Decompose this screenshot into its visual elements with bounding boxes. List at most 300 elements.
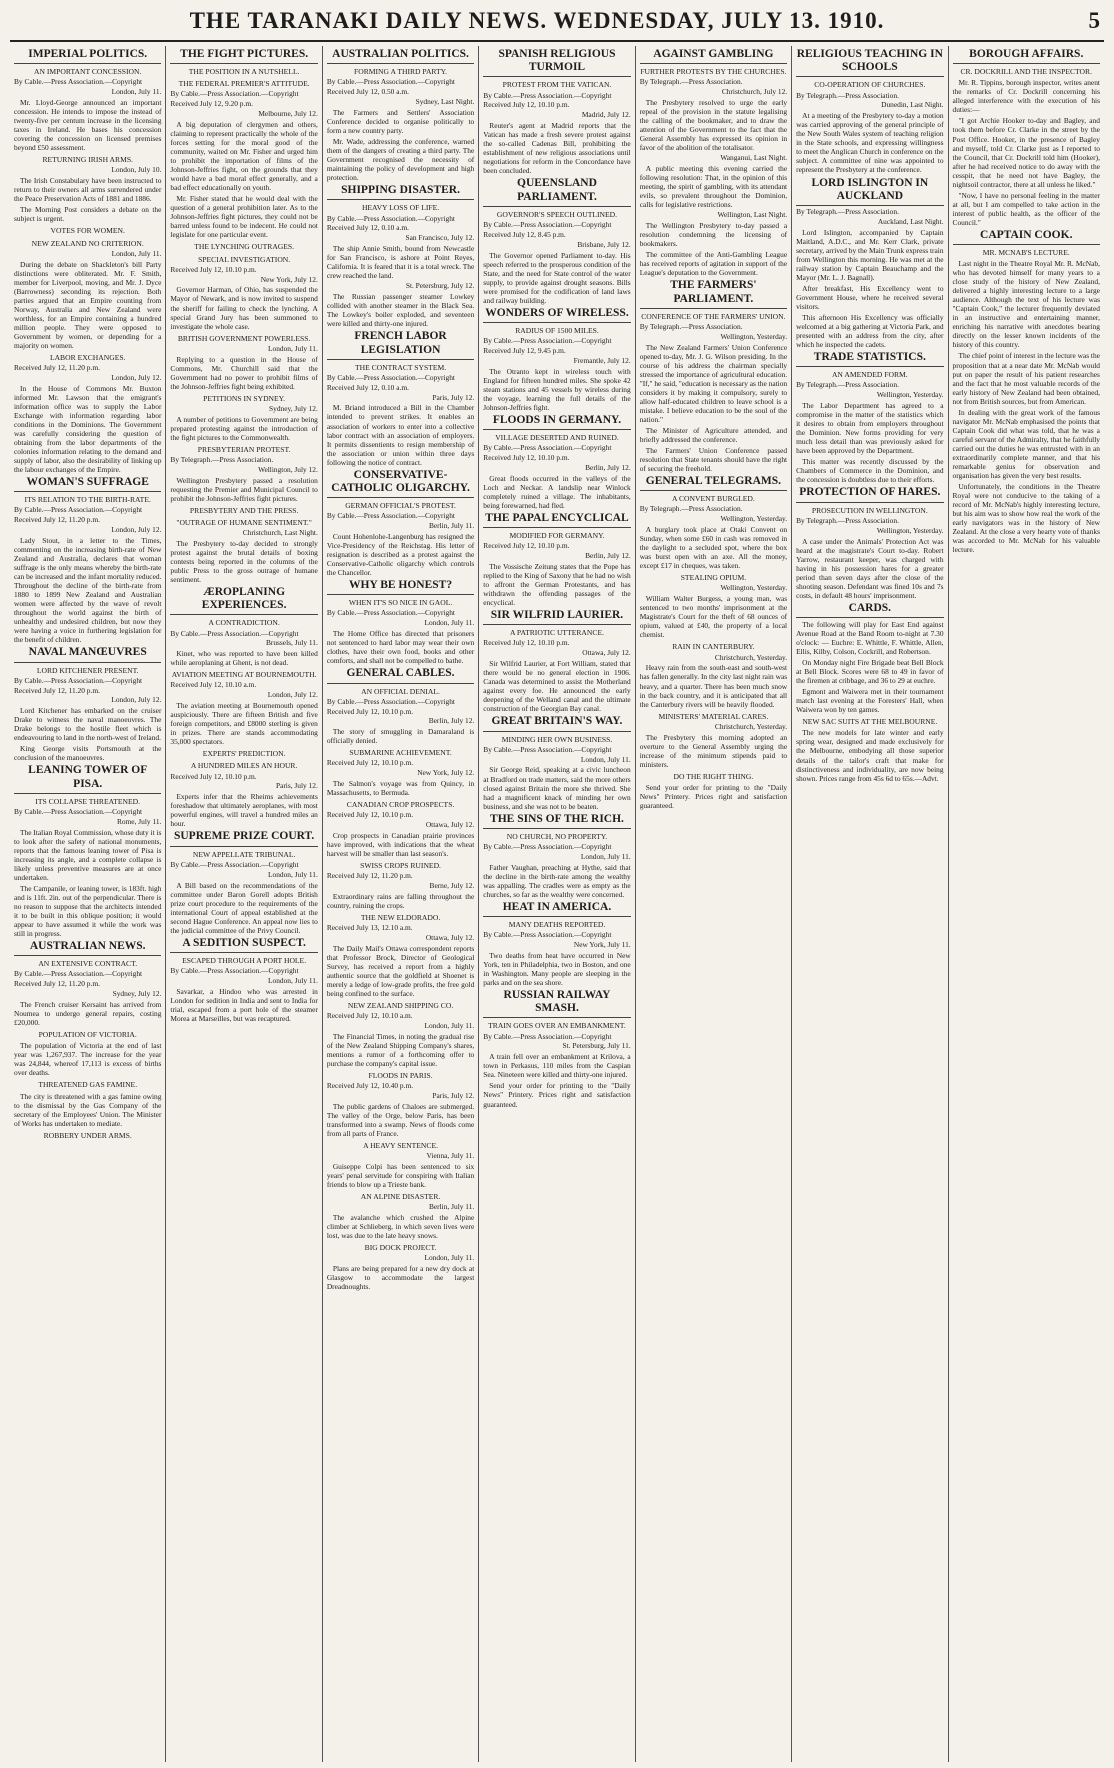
- article-dateline: Christchurch, Last Night.: [242, 527, 318, 537]
- article-paragraph: The public gardens of Chaloes are submerged. The valley of the Orge, below Paris, has been transformed into a swamp. News of floods come from all parts of France.: [326, 1102, 475, 1139]
- article-paragraph: The Irish Constabulary have been instructed to return to their owners all arms surrendered under the Peace Preservation Acts of 1881 and 1886.: [14, 176, 162, 204]
- article: [14, 764, 161, 938]
- article-paragraph: The chief point of interest in the lecture was the proposition that at a near date Mr. McNab would put on paper the result of his patient researches and the fact that he most valuable records of the early history of New Zealand had been obtained, not from British sources, but from American.: [952, 351, 1100, 406]
- article-paragraph: Mr. Lloyd-George announced an important concession. He intends to impose the instead of twenty-five per centum increase in the licensing taxes in Ireland. He bases his concession covering the concession on licensed premises beyond £50 assessment.: [14, 98, 162, 153]
- article-dateline: By Cable.—Press Association.—Copyright: [14, 969, 143, 979]
- article-dateline: London, July 11.: [580, 851, 631, 861]
- article-subheading: NO CHURCH, NO PROPERTY.: [506, 831, 608, 841]
- article-subheading: FURTHER PROTESTS BY THE CHURCHES.: [640, 67, 787, 77]
- article-paragraph: Lord Kitchener has embarked on the cruiser Drake to witness the naval manoeuvres. The Drake belongs to the hostile fleet which is endeavouring to land in the north-west of Ireland.: [14, 706, 162, 743]
- article-paragraph: The Wellington Presbytery to-day passed a resolution condemning the licensing of bookmakers.: [639, 221, 788, 249]
- article-paragraph: At a meeting of the Presbytery to-day a motion was carried approving of the general principle of the New South Wales system of teaching religion in the State schools, and expressing willingness to meet the Anglican Church in conference on the subject. A committee of nine was appointed to represent the Presbytery at the conference.: [796, 111, 944, 175]
- article-subheading: PRESBYTERY AND THE PRESS.: [189, 505, 299, 515]
- article-subheading: PRESBYTERIAN PROTEST.: [197, 444, 291, 454]
- article-subheading: GERMAN OFFICIAL'S PROTEST.: [345, 501, 456, 511]
- article-dateline: Ottawa, July 12.: [425, 933, 475, 943]
- article: [796, 351, 943, 484]
- article: [796, 177, 943, 350]
- article-headline: THE FARMERS' PARLIAMENT.: [640, 279, 787, 308]
- article-dateline: Received July 12, 11.20 p.m.: [14, 515, 100, 525]
- article-dateline: London, July 12.: [111, 372, 162, 382]
- article-subheading: THE FEDERAL PREMIER'S ATTITUDE.: [178, 79, 310, 89]
- article-paragraph: Governor Harman, of Ohio, has suspended the Mayor of Newark, and is now invited to suspend the sheriff for failing to check the lynching. A special Grand Jury has been summoned to investigate the whole case.: [170, 285, 318, 331]
- article-subheading: NEW APPELLATE TRIBUNAL.: [192, 849, 296, 859]
- article-subheading: MR. MCNAB'S LECTURE.: [982, 248, 1070, 258]
- article: [170, 48, 317, 584]
- article-paragraph: The Campanile, or leaning tower, is 183ft. high and is 11ft. 2in. out of the perpendicular. There is no reason to suppose that the architects intended it to be built in this oblique position; it would appear to have assumed it while the work was still in progress.: [14, 883, 162, 939]
- article-dateline: Wellington, Last Night.: [717, 210, 788, 220]
- article-paragraph: Lady Stout, in a letter to the Times, commenting on the increasing birth-rate of New Zealand and Australia, declares that woman suffrage is the only means whereby the birth-rate can be increased and the infant mortality reduced. Throughout the decline of the birth-rate from 1880 to 1899 New Zealand and Australian women were affected by the wave of revolt throughout the world against the birth of unhealthy and undesired children, but now they were having a voice in furthering legislation for the benefit of children.: [14, 535, 162, 645]
- article-subheading: LABOR EXCHANGES.: [49, 352, 126, 362]
- article-headline: PROTECTION OF HARES.: [796, 486, 943, 502]
- article: [327, 579, 474, 665]
- article-paragraph: This afternoon His Excellency was officially welcomed at a big gathering at Victoria Park, and presented with an address from the city, after which he inspected the cadets.: [796, 312, 944, 350]
- article-dateline: By Telegraph.—Press Association.: [170, 454, 274, 464]
- article-dateline: Berlin, July 12.: [428, 716, 475, 726]
- article-dateline: By Telegraph.—Press Association.: [796, 206, 899, 216]
- article-paragraph: Mr. R. Tippins, borough inspector, writes anent the remarks of Cr. Dockrill concerning his alleged interference with the execution of his duties:—: [952, 78, 1100, 115]
- article-dateline: Berlin, July 11.: [428, 521, 475, 531]
- article-headline: THE FIGHT PICTURES.: [170, 48, 317, 64]
- article-dateline: By Cable.—Press Association.—Copyright: [483, 930, 612, 940]
- article-paragraph: The Farmers' Union Conference passed resolution that State tenants should have the right of securing the freehold.: [639, 446, 788, 474]
- article-dateline: Brisbane, July 12.: [577, 239, 631, 249]
- article-subheading: HEAVY LOSS OF LIFE.: [361, 203, 440, 213]
- article-subheading: A CONTRADICTION.: [208, 618, 280, 628]
- article-subheading: CANADIAN CROP PROSPECTS.: [346, 800, 455, 810]
- article-subheading: MODIFIED FOR GERMANY.: [509, 531, 605, 541]
- article-dateline: Wellington, Yesterday.: [876, 390, 944, 400]
- article-dateline: By Cable.—Press Association.—Copyright: [326, 511, 455, 521]
- article-paragraph: Guiseppe Colpi has been sentenced to six years' penal servitude for conspiring with Italian friends to blow up a Trieste bank.: [326, 1162, 475, 1190]
- article-paragraph: The French cruiser Kersaint has arrived from Noumea to undergo general repairs, costing £20,000.: [14, 1000, 162, 1028]
- article-subheading: EXPERTS' PREDICTION.: [202, 749, 286, 759]
- article-dateline: London, July 11.: [580, 754, 631, 764]
- article-dateline: Christchurch, Yesterday.: [714, 652, 788, 662]
- article-dateline: Paris, July 12.: [432, 1091, 475, 1101]
- article: [170, 830, 317, 934]
- article-dateline: By Cable.—Press Association.—Copyright: [14, 77, 143, 87]
- article-headline: RUSSIAN RAILWAY SMASH.: [483, 989, 630, 1018]
- article-paragraph: The story of smuggling in Damaraland is officially denied.: [326, 727, 475, 746]
- article-headline: SPANISH RELIGIOUS TURMOIL: [483, 48, 630, 77]
- page-number: 5: [1088, 8, 1100, 33]
- article-paragraph: The committee of the Anti-Gambling League has received reports of agitation in support of the League's deputation to the Government.: [639, 250, 788, 278]
- article-subheading: MINISTERS' MATERIAL CARES.: [658, 711, 769, 721]
- article-subheading: THE NEW ELDORADO.: [360, 913, 441, 923]
- article-dateline: Received July 12, 10.10 a.m.: [170, 680, 257, 690]
- article-headline: BOROUGH AFFAIRS.: [953, 48, 1100, 64]
- article-paragraph: M. Briand introduced a Bill in the Chamber intended to prevent strikes. It enables an association of workers to enter into a collective labor contract with an association of employers. It permits dissentients to resign membership of the association or union within three days following the notice of contract.: [326, 403, 475, 467]
- article-dateline: By Telegraph.—Press Association.: [796, 90, 899, 100]
- article-paragraph: A big deputation of clergymen and others, claiming to represent practically the whole of the forces setting for the moral good of the community, waited on Mr. Fisher and urged him to prohibit the importation of films of the Johnson-Jeffries fight, on the grounds that they would have a bad moral effect generally, and a bad effect educationally on youth.: [170, 120, 318, 193]
- article-subheading: AN IMPORTANT CONCESSION.: [33, 67, 142, 77]
- article-headline: CARDS.: [796, 602, 943, 618]
- article-subheading: CR. DOCKRILL AND THE INSPECTOR.: [960, 67, 1092, 77]
- article-paragraph: This matter was recently discussed by the Chambers of Commerce in the Dominion, and the concession is doubtless due to their efforts.: [796, 457, 944, 485]
- article: [640, 279, 787, 473]
- article-subheading: ITS RELATION TO THE BIRTH-RATE.: [24, 495, 151, 505]
- article-subheading: THREATENED GAS FAMINE.: [38, 1080, 138, 1090]
- article-subheading: VILLAGE DESERTED AND RUINED.: [495, 433, 619, 443]
- article-paragraph: The new models for late winter and early spring wear, designed and made exclusively for the Melbourne, embodying all those superior details of the tailor's craft that make for distinctiveness and individuality, are now being shown. Prices range from 45s 6d to 65s.—Advt.: [796, 728, 944, 783]
- article-subheading: WHEN IT'S SO NICE IN GAOL.: [348, 598, 453, 608]
- article-paragraph: "Now, I have no personal feeling in the matter at all, but I am compelled to take action in the interest of public health, as the officer of the Council.": [952, 190, 1100, 227]
- article-dateline: New York, July 12.: [260, 274, 318, 284]
- article-paragraph: The following will play for East End against Avenue Road at the Band Room to-night at 7.30 o'clock: — Euchre: E. Whittle, F. Whittle, Allen, Ellis, Kilby, Colson, Cockrill, and Robertson.: [796, 619, 944, 657]
- article-headline: GENERAL CABLES.: [327, 667, 474, 683]
- article-dateline: Received July 12, 0.10 a.m.: [326, 223, 409, 233]
- article-subheading: NEW ZEALAND NO CRITERION.: [31, 238, 144, 248]
- article-paragraph: During the debate on Shackleton's bill Party distinctions were obliterated. Mr. F. Smith, member for Liverpool, moving, and Mr. J. Dyce (Barrowness) seconding its rejection. Both parties argued that an Empire counting from Norway, Australia and New Zealand were worthless, for an Empire containing a hundred million people. They were opposed to Government by women, or depending for a majority on women.: [14, 259, 162, 350]
- article-paragraph: The Presbytery this morning adopted an overture to the General Assembly urging the increase of the minimum stipends paid to ministers.: [639, 732, 788, 769]
- article-dateline: By Cable.—Press Association.—Copyright: [483, 336, 612, 346]
- article-paragraph: The Governor opened Parliament to-day. His speech referred to the prosperous condition of the State, and the need for State control of the water supply, to provide against drought seasons. Bills were promised for the codification of land laws and railway building.: [483, 250, 631, 305]
- article-paragraph: A train fell over an embankment at Krilova, a town in Perkasus, 110 miles from the Caspian Sea. Nineteen were killed and thirty-one injured.: [483, 1052, 631, 1080]
- article-dateline: By Cable.—Press Association.—Copyright: [483, 443, 612, 453]
- article-subheading: RADIUS OF 1500 MILES.: [515, 325, 599, 335]
- article-paragraph: The Home Office has directed that prisoners not sentenced to hard labor may wear their own clothes, have their own food, books and other comforts, and shall not be compelled to bathe.: [326, 629, 475, 666]
- article-headline: CAPTAIN COOK.: [953, 229, 1100, 245]
- article-subheading: FLOODS IN PARIS.: [368, 1071, 433, 1081]
- article: [483, 989, 630, 1108]
- article-dateline: By Cable.—Press Association.—Copyright: [326, 696, 455, 706]
- article-paragraph: Kinet, who was reported to have been killed while aeroplaning at Ghent, is not dead.: [170, 649, 318, 668]
- article-subheading: AN OFFICIAL DENIAL.: [361, 686, 440, 696]
- article-dateline: London, July 11.: [268, 343, 318, 353]
- article: [640, 475, 787, 810]
- article-paragraph: The Otranto kept in wireless touch with England for fifteen hundred miles. She spoke 42 steam stations and 45 vessels by wireless during the voyage, learning the full details of the Johnson-Jeffries fight.: [483, 366, 631, 412]
- article-paragraph: The city is threatened with a gas famine owing to the dismissal by the Gas Company of the secretary of the Employees' Union. The Minister of Works has undertaken to mediate.: [14, 1091, 162, 1128]
- article-dateline: San Francisco, July 12.: [405, 233, 475, 243]
- article-headline: CONSERVATIVE-CATHOLIC OLIGARCHY.: [327, 469, 474, 498]
- article-dateline: By Cable.—Press Association.—Copyright: [483, 219, 612, 229]
- article-dateline: Berlin, July 12.: [585, 551, 631, 561]
- article-dateline: Christchurch, Yesterday.: [714, 721, 788, 731]
- article-dateline: Received July 12, 11.20 p.m.: [326, 871, 413, 881]
- article-subheading: THE LYNCHING OUTRAGES.: [194, 242, 295, 252]
- article-dateline: By Cable.—Press Association.—Copyright: [170, 628, 299, 638]
- article-paragraph: Replying to a question in the House of Commons, Mr. Churchill said that the Government had no power to prohibit films of the Johnson-Jeffries fight being exhibited.: [170, 354, 318, 391]
- article-headline: WONDERS OF WIRELESS.: [483, 307, 630, 323]
- article-headline: FLOODS IN GERMANY.: [483, 414, 630, 430]
- article-subheading: MANY DEATHS REPORTED.: [508, 920, 606, 930]
- article-subheading: BRITISH GOVERNMENT POWERLESS.: [177, 333, 311, 343]
- article-paragraph: Savarkar, a Hindoo who was arrested in London for sedition in India and sent to India for trial, escaped from a port hole of the steamer Morea at Marseilles, but was recaptured.: [170, 986, 318, 1023]
- article-dateline: Melbourne, July 12.: [258, 109, 318, 119]
- article-subheading: NEW ZEALAND SHIPPING CO.: [347, 1001, 454, 1011]
- article-dateline: Christchurch, July 12.: [721, 87, 788, 97]
- article-headline: GREAT BRITAIN'S WAY.: [483, 715, 630, 731]
- article-dateline: Received July 12, 10.10 p.m.: [326, 810, 414, 820]
- article: [170, 586, 317, 828]
- article-headline: THE PAPAL ENCYCLICAL: [483, 512, 630, 528]
- article-paragraph: The Morning Post considers a debate on the subject is urgent.: [14, 205, 162, 224]
- article-dateline: Received July 13, 12.10 a.m.: [326, 923, 413, 933]
- article-subheading: AN EXTENSIVE CONTRACT.: [38, 959, 138, 969]
- article-dateline: Dunedin, Last Night.: [881, 100, 944, 110]
- article-dateline: Wellington, July 12.: [258, 464, 318, 474]
- article-paragraph: A Bill based on the recommendations of the committee under Baron Gorell adopts British prize court procedure to the requirements of the international Court of appeal established at the second Hague Conference. An appeal now lies to the judicial committee of the Privy Council.: [170, 880, 318, 935]
- article-dateline: Received July 12, 10.10 p.m.: [483, 541, 570, 551]
- article-dateline: By Cable.—Press Association.—Copyright: [326, 608, 455, 618]
- article-dateline: Berlin, July 11.: [428, 1202, 475, 1212]
- article-dateline: By Cable.—Press Association.—Copyright: [483, 1031, 612, 1041]
- article-dateline: London, July 11.: [424, 618, 475, 628]
- article-headline: AGAINST GAMBLING: [640, 48, 787, 64]
- article-dateline: Received July 12, 9.45 p.m.: [483, 345, 566, 355]
- article-paragraph: Great floods occurred in the valleys of the Loch and Neckar. A landslip near Winlock completely ruined a village. The inhabitants, being forewarned, had fled.: [483, 473, 631, 510]
- article-paragraph: Two deaths from heat have occurred in New York, ten in Philadelphia, two in Boston, and one in Washington. Many people are sleeping in the parks and on the sea shore.: [483, 950, 631, 988]
- article-dateline: Vienna, July 11.: [426, 1151, 475, 1161]
- article-dateline: Received July 12, 10.10 p.m.: [483, 638, 570, 648]
- article-subheading: NEW SAC SUITS AT THE MELBOURNE.: [802, 717, 938, 727]
- article-paragraph: "I got Archie Hooker to-day and Bagley, and took them before Cr. Clarke in the street by the Post Office. Hooker, in the presence of Bagley and myself, told Cr. Clarke just as I reported to the Council, that Cr. Dockrill told him (Hooker), after he had received notice to do away with the cesspit, that he need not have Bagley, the nightsoil contractor, there at all unless he liked.": [952, 116, 1100, 189]
- article-subheading: GOVERNOR'S SPEECH OUTLINED.: [496, 209, 618, 219]
- news-column: [949, 46, 1104, 1762]
- article: [483, 414, 630, 510]
- article-dateline: Received July 12, 11.20 p.m.: [14, 362, 100, 372]
- article-dateline: London, July 12.: [111, 525, 162, 535]
- article-paragraph: Sir Wilfrid Laurier, at Fort William, stated that there would be no general election in 1906. Canada was determined to assist the Motherland against every foe. He announced the early deepening of the Welland canal and the ultimate construction of the Georgian Bay canal.: [483, 659, 631, 714]
- article-subheading: CO-OPERATION OF CHURCHES.: [814, 80, 926, 90]
- article-headline: HEAT IN AMERICA.: [483, 901, 630, 917]
- article-dateline: New York, July 11.: [573, 940, 631, 950]
- article-dateline: Received July 12, 10.40 p.m.: [326, 1081, 414, 1091]
- article-paragraph: Heavy rain from the south-east and south-west has fallen generally. In the city last night rain was heavy, and a quarter. There has been much snow in the back country, and it is anticipated that all the Canterbury rivers will be heavily flooded.: [639, 663, 788, 709]
- article-paragraph: Sir George Reid, speaking at a civic luncheon at Bradford on trade matters, said the more others closed against Britain the more she thrived. She had a magnificent knack of minding her own business, and she was not to be beaten.: [483, 765, 631, 811]
- article: [483, 177, 630, 304]
- article-paragraph: Send your order for printing to the "Daily News" Printery. Prices right and satisfaction guaranteed.: [483, 1081, 631, 1109]
- article-paragraph: Count Hohenlohe-Langenburg has resigned the Vice-Presidency of the Reichstag. His letter of resignation is described as a protest against the Conservative-Catholic oligarchy which controls the Chancellor.: [326, 531, 475, 578]
- article-dateline: Received July 12, 11.20 p.m.: [14, 685, 100, 695]
- article-subheading: SUBMARINE ACHIEVEMENT.: [349, 748, 452, 758]
- article-paragraph: The aviation meeting at Bournemouth opened auspiciously. There are fifteen British and five foreign competitors, and £8000 sterling is given in prizes. There are stands accommodating 35,000 spectators.: [170, 701, 318, 747]
- article-paragraph: Plans are being prepared for a new dry dock at Glasgow to accommodate the largest Dreadnoughts.: [326, 1264, 475, 1292]
- article-paragraph: In dealing with the great work of the famous navigator Mr. McNab emphasised the points that Captain Cook did what was told, that he was a careful servant of the Admiralty, that he faithfully carried out the duties he was entrusted with in an extraordinarily complete manner, and that his remarkable genius for observation and organisation has given the very best results.: [952, 407, 1100, 480]
- article-paragraph: A public meeting this evening carried the following resolution: That, in the opinion of this meeting, the spirit of gambling, with its attendant evils, so prevalent throughout the Dominion, calls for legislative restrictions.: [639, 164, 788, 210]
- article-dateline: Received July 12, 10.10 p.m.: [170, 771, 257, 781]
- article-dateline: Received July 12, 8.45 p.m.: [483, 229, 566, 239]
- article-paragraph: Experts infer that the Rheims achievements foreshadow that ultimately aeroplanes, with most powerful engines, will travel a hundred miles an hour.: [170, 792, 318, 829]
- article-dateline: London, July 11.: [111, 87, 162, 97]
- article: [953, 48, 1100, 227]
- article-subheading: PROTEST FROM THE VATICAN.: [502, 80, 612, 90]
- article-headline: TRADE STATISTICS.: [796, 351, 943, 367]
- news-column: [323, 46, 479, 1762]
- article-dateline: Wanganui, Last Night.: [720, 153, 788, 163]
- article-dateline: By Cable.—Press Association.—Copyright: [14, 675, 143, 685]
- article-subheading: THE POSITION IN A NUTSHELL.: [188, 67, 300, 77]
- article-headline: QUEENSLAND PARLIAMENT.: [483, 177, 630, 206]
- article-subheading: AN ALPINE DISASTER.: [360, 1192, 441, 1202]
- news-column: [10, 46, 166, 1762]
- news-columns: [10, 46, 1104, 1762]
- article: [327, 184, 474, 328]
- article-subheading: MINDING HER OWN BUSINESS.: [501, 734, 613, 744]
- article-dateline: Sydney, July 12.: [269, 403, 318, 413]
- article-headline: THE SINS OF THE RICH.: [483, 813, 630, 829]
- article-paragraph: The Labor Department has agreed to a compromise in the matter of the statistics which it desires to obtain from employers throughout the Dominion. New forms providing for very much less detail than was previously asked for have been approved by the Department.: [796, 401, 944, 456]
- article-paragraph: The Farmers and Settlers' Association Conference decided to organise politically to form a new country party.: [326, 107, 475, 136]
- article-subheading: POPULATION OF VICTORIA.: [38, 1030, 137, 1040]
- article-dateline: London, July 12.: [267, 690, 318, 700]
- article-dateline: London, July 11.: [111, 248, 162, 258]
- article: [14, 476, 161, 644]
- article-subheading: SWISS CROPS RUINED.: [360, 861, 441, 871]
- article-dateline: Received July 12, 10.10 p.m.: [483, 100, 570, 110]
- article-dateline: By Cable.—Press Association.—Copyright: [326, 372, 455, 382]
- article-headline: RELIGIOUS TEACHING IN SCHOOLS: [796, 48, 943, 77]
- article: [483, 307, 630, 412]
- article-dateline: By Cable.—Press Association.—Copyright: [326, 213, 455, 223]
- article-dateline: London, July 11.: [424, 1021, 475, 1031]
- article-dateline: Sydney, July 12.: [112, 989, 162, 999]
- article-dateline: London, July 10.: [111, 165, 162, 175]
- article-dateline: By Cable.—Press Association.—Copyright: [14, 807, 143, 816]
- news-column: [636, 46, 792, 1762]
- article-headline: SIR WILFRID LAURIER.: [483, 609, 630, 625]
- article-paragraph: King George visits Portsmouth at the conclusion of the manoeuvres.: [14, 744, 162, 763]
- article-paragraph: The Minister of Agriculture attended, and briefly addressed the conference.: [639, 425, 788, 444]
- article-dateline: New York, July 12.: [417, 768, 475, 778]
- article: [14, 646, 161, 762]
- article: [483, 48, 630, 175]
- article-subheading: DO THE RIGHT THING.: [673, 771, 754, 781]
- article-dateline: Ottawa, July 12.: [425, 820, 475, 830]
- article-paragraph: A case under the Animals' Protection Act was heard at the magistrate's Court to-day. Robert Yarrow, restaurant keeper, was charged with having in his possession hares for a greater period than seven days after the close of the shooting season. Defendant was fined 10s and 7s costs, in default 48 hours' imprisonment.: [796, 536, 944, 600]
- article-dateline: Brussels, July 11.: [265, 638, 318, 648]
- article-subheading: CONFERENCE OF THE FARMERS' UNION.: [641, 311, 786, 321]
- article-headline: ÆROPLANING EXPERIENCES.: [170, 586, 317, 615]
- article-headline: GENERAL TELEGRAMS.: [640, 475, 787, 491]
- article-dateline: By Cable.—Press Association.—Copyright: [326, 77, 455, 87]
- article: [327, 48, 474, 182]
- article: [483, 609, 630, 713]
- article-subheading: VOTES FOR WOMEN.: [50, 226, 125, 236]
- article-dateline: St. Petersburg, July 12.: [405, 281, 475, 291]
- article-dateline: Ottawa, July 12.: [582, 648, 631, 658]
- article-dateline: Rome, July 11.: [116, 816, 162, 826]
- article-dateline: London, July 11.: [424, 1253, 475, 1263]
- article-dateline: By Cable.—Press Association.—Copyright: [170, 859, 299, 869]
- article: [170, 937, 317, 1023]
- article-paragraph: Wellington Presbytery passed a resolution requesting the Premier and Municipal Council to prohibit the Johnson-Jeffries fight pictures.: [170, 475, 318, 503]
- article-subheading: TRAIN GOES OVER AN EMBANKMENT.: [488, 1021, 626, 1031]
- article-dateline: London, July 11.: [268, 869, 318, 879]
- article-paragraph: On Monday night Fire Brigade beat Bell Block at Bell Block. Scores were 68 to 49 in favor of the firemen at cribbage, and 36 to 29 at euchre.: [796, 658, 944, 686]
- article: [953, 229, 1100, 554]
- news-column: [479, 46, 635, 1762]
- article-subheading: THE CONTRACT SYSTEM.: [354, 362, 447, 372]
- article: [14, 48, 161, 474]
- article-subheading: SPECIAL INVESTIGATION.: [198, 254, 291, 264]
- article-dateline: Madrid, July 12.: [581, 110, 631, 120]
- article-dateline: London, July 11.: [268, 975, 318, 985]
- article-subheading: A CONVENT BURGLED.: [672, 494, 755, 504]
- article-subheading: PROSECUTION IN WELLINGTON.: [811, 505, 928, 515]
- article: [327, 469, 474, 577]
- article-headline: FRENCH LABOR LEGISLATION: [327, 330, 474, 359]
- article-subheading: RETURNING IRISH ARMS.: [42, 155, 133, 165]
- article-paragraph: The Presbytery resolved to urge the early repeal of the provision in the statute legalising the calling of the bookmaker, and to draw the attention of the Government to the fact that the General Assembly has expressed its opinion in favor of the abolition of the totalisator.: [639, 98, 788, 153]
- article-dateline: Received July 12, 0.50 a.m.: [326, 87, 409, 97]
- article-subheading: A HEAVY SENTENCE.: [363, 1141, 438, 1151]
- article-dateline: By Telegraph.—Press Association.: [796, 515, 899, 525]
- article-dateline: Received July 12, 0.10 a.m.: [326, 382, 409, 392]
- article-dateline: By Telegraph.—Press Association.: [639, 321, 743, 331]
- article: [14, 940, 161, 1140]
- article-paragraph: The Daily Mail's Ottawa correspondent reports that Professor Brock, Director of Geological Survey, has received a report from a highly authentic source that the goldfield at Shoenet is merely a ledge of low-grade profits, the free gold being confined to the surface.: [326, 944, 475, 999]
- article-paragraph: Mr. Wade, addressing the conference, warned them of the dangers of creating a third party. The Government recognised the necessity of maintaining the policy of development and high protection.: [326, 137, 475, 183]
- article-dateline: Paris, July 12.: [432, 392, 475, 402]
- article-dateline: Berne, July 12.: [429, 881, 475, 891]
- masthead: [10, 6, 1104, 42]
- article-dateline: Received July 12, 10.10 p.m.: [326, 706, 414, 716]
- article-headline: IMPERIAL POLITICS.: [14, 48, 161, 64]
- article-dateline: Received July 12, 10.10 a.m.: [326, 1011, 413, 1021]
- newspaper-title: THE TARANAKI DAILY NEWS. WEDNESDAY, JULY 13. 1910.: [189, 8, 885, 33]
- article-dateline: Received July 12, 10.10 p.m.: [483, 453, 570, 463]
- article-dateline: Received July 12, 9.20 p.m.: [170, 99, 253, 109]
- article-paragraph: Mr. Fisher stated that he would deal with the question of a general prohibition later. As to the Johnson-Jeffries fight pictures, they could not be barred unless found to be indecent. He could not legislate for one particular event.: [170, 194, 318, 240]
- article-dateline: By Telegraph.—Press Association.: [639, 504, 743, 514]
- article-subheading: STEALING OPIUM.: [680, 573, 747, 583]
- news-column: [166, 46, 322, 1762]
- article-paragraph: William Walter Burgess, a young man, was sentenced to two months' imprisonment at the Magistrate's Court for the theft of 68 ounces of opium, valued at £40, the property of a local chemist.: [639, 594, 788, 640]
- article-dateline: By Cable.—Press Association.—Copyright: [483, 841, 612, 851]
- article-subheading: BIG DOCK PROJECT.: [364, 1243, 437, 1253]
- article-paragraph: Father Vaughan, preaching at Hythe, said that the decline in the birth-rate among the wealthy was appalling. The cradles were as empty as the churches, so far as the wealthy were concerned.: [483, 862, 631, 899]
- article-dateline: Auckland, Last Night.: [877, 216, 944, 226]
- article-headline: SHIPPING DISASTER.: [327, 184, 474, 200]
- article-subheading: AN AMENDED FORM.: [831, 370, 908, 380]
- article-paragraph: The Italian Royal Commission, whose duty it is to look after the safety of national monuments, reports that the famous leaning tower of Pisa is increasing its angle, and a complete collapse is likely unless preventive measures are at once undertaken.: [14, 827, 162, 882]
- article-paragraph: The population of Victoria at the end of last year was 1,267,937. The increase for the year was 24,844, whereof 17,113 is excess of births over deaths.: [14, 1041, 162, 1078]
- article-dateline: Paris, July 12.: [275, 781, 318, 791]
- article-headline: NAVAL MANŒUVRES: [14, 646, 161, 662]
- article-dateline: Wellington, Yesterday.: [720, 583, 788, 593]
- article: [483, 715, 630, 810]
- article-headline: SUPREME PRIZE COURT.: [170, 830, 317, 846]
- article-subheading: ESCAPED THROUGH A PORT HOLE.: [182, 955, 307, 965]
- article-paragraph: The Russian passenger steamer Lowkey collided with another steamer in the Black Sea. The Lowkey's boiler exploded, and seventeen were killed and thirty-one injured.: [326, 292, 475, 329]
- article-paragraph: Unfortunately, the conditions in the Theatre Royal were not conducive to the taking of a record of Mr. McNab's highly interesting lecture, but his aim was to show how real the work of the early navigators was in the history of New Zealand. At the close a very hearty vote of thanks was accorded to Mr. McNab for his valuable lecture.: [952, 481, 1100, 555]
- article-subheading: A HUNDRED MILES AN HOUR.: [190, 761, 298, 771]
- article: [327, 330, 474, 466]
- article-subheading: PETITIONS IN SYDNEY.: [203, 393, 286, 403]
- article-paragraph: A number of petitions to Government are being prepared protesting against the introduction of the fight pictures to the Commonwealth.: [170, 414, 318, 442]
- article-paragraph: A burglary took place at Otaki Convent on Sunday, when some £60 in cash was removed in the daylight to a secluded spot, where the box was burst open with an axe. All the money, except £17 in cheques, was taken.: [639, 525, 788, 571]
- article-dateline: By Telegraph.—Press Association.: [796, 380, 899, 390]
- article-headline: WHY BE HONEST?: [327, 579, 474, 595]
- article: [327, 667, 474, 1291]
- article: [483, 512, 630, 607]
- article-headline: AUSTRALIAN NEWS.: [14, 940, 161, 956]
- article-paragraph: Lord Islington, accompanied by Captain Maitland, A.D.C., and Mr. Kerr Clark, private secretary, arrived by the Main Trunk express train from Wellington this morning. He was met at the railway station by Captain Beauchamp and the Mayor (Mr. L. J. Bagnall).: [796, 227, 944, 282]
- article-dateline: Received July 12, 11.20 p.m.: [14, 979, 100, 989]
- article-dateline: St. Petersburg, July 11.: [562, 1041, 631, 1051]
- article-dateline: Wellington, Yesterday.: [876, 525, 944, 535]
- article-subheading: ROBBERY UNDER ARMS.: [43, 1130, 132, 1140]
- article-paragraph: Last night in the Theatre Royal Mr. R. McNab, who has devoted himself for many years to a close study of the history of New Zealand, delivered a highly interesting lecture to a large audience. Although the text of his lecture was "Captain Cook," the lecturer frequently deviated in an instructive and entertaining manner, enriching his narrative with anecdotes bearing directly on the lesser known incidents of the history of this country.: [952, 259, 1100, 350]
- article-headline: LORD ISLINGTON IN AUCKLAND: [796, 177, 943, 206]
- article-headline: AUSTRALIAN POLITICS.: [327, 48, 474, 64]
- article-dateline: Wellington, Yesterday.: [720, 514, 788, 524]
- article-paragraph: The Vossische Zeitung states that the Pope has replied to the King of Saxony that he had no wish to affront the German Protestants, and has withdrawn the offending passages of the encyclical.: [483, 561, 631, 608]
- article: [640, 48, 787, 277]
- article-dateline: By Cable.—Press Association.—Copyright: [170, 89, 299, 99]
